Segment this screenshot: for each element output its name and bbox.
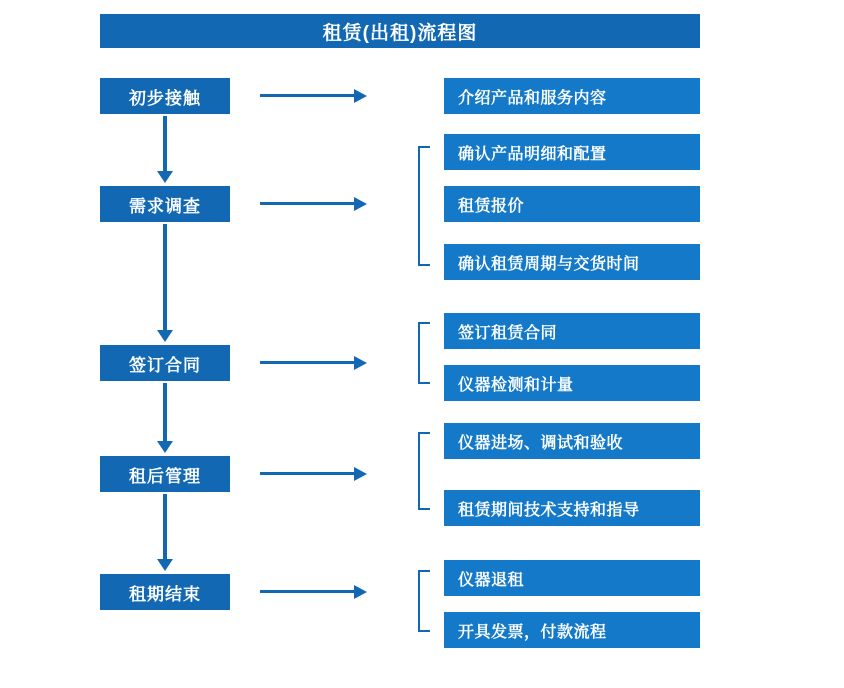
detail-box-9[interactable]: 仪器退租 — [444, 560, 700, 596]
detail-box-4[interactable]: 确认租赁周期与交货时间 — [444, 244, 700, 280]
detail-box-6[interactable]: 仪器检测和计量 — [444, 365, 700, 401]
bracket-group-3 — [418, 322, 430, 384]
horizontal-arrow-4 — [260, 472, 355, 475]
vertical-arrow-1-2 — [163, 116, 167, 172]
detail-box-8[interactable]: 租赁期间技术支持和指导 — [444, 490, 700, 526]
vertical-arrow-4-5 — [163, 494, 167, 560]
detail-box-10[interactable]: 开具发票，付款流程 — [444, 612, 700, 648]
detail-box-7[interactable]: 仪器进场、调试和验收 — [444, 423, 700, 459]
stage-box-2[interactable]: 需求调查 — [100, 186, 230, 222]
page-title: 租赁(出租)流程图 — [100, 14, 700, 48]
horizontal-arrow-3 — [260, 361, 355, 364]
detail-box-3[interactable]: 租赁报价 — [444, 186, 700, 222]
vertical-arrow-2-3 — [163, 224, 167, 331]
stage-box-4[interactable]: 租后管理 — [100, 456, 230, 492]
bracket-group-2 — [418, 146, 430, 266]
detail-box-5[interactable]: 签订租赁合同 — [444, 313, 700, 349]
bracket-group-5 — [418, 570, 430, 632]
bracket-group-4 — [418, 432, 430, 510]
vertical-arrow-3-4 — [163, 383, 167, 442]
detail-box-1[interactable]: 介绍产品和服务内容 — [444, 78, 700, 114]
horizontal-arrow-1 — [260, 94, 355, 97]
stage-box-3[interactable]: 签订合同 — [100, 345, 230, 381]
stage-box-1[interactable]: 初步接触 — [100, 78, 230, 114]
detail-box-2[interactable]: 确认产品明细和配置 — [444, 134, 700, 170]
horizontal-arrow-5 — [260, 590, 355, 593]
stage-box-5[interactable]: 租期结束 — [100, 574, 230, 610]
horizontal-arrow-2 — [260, 202, 355, 205]
